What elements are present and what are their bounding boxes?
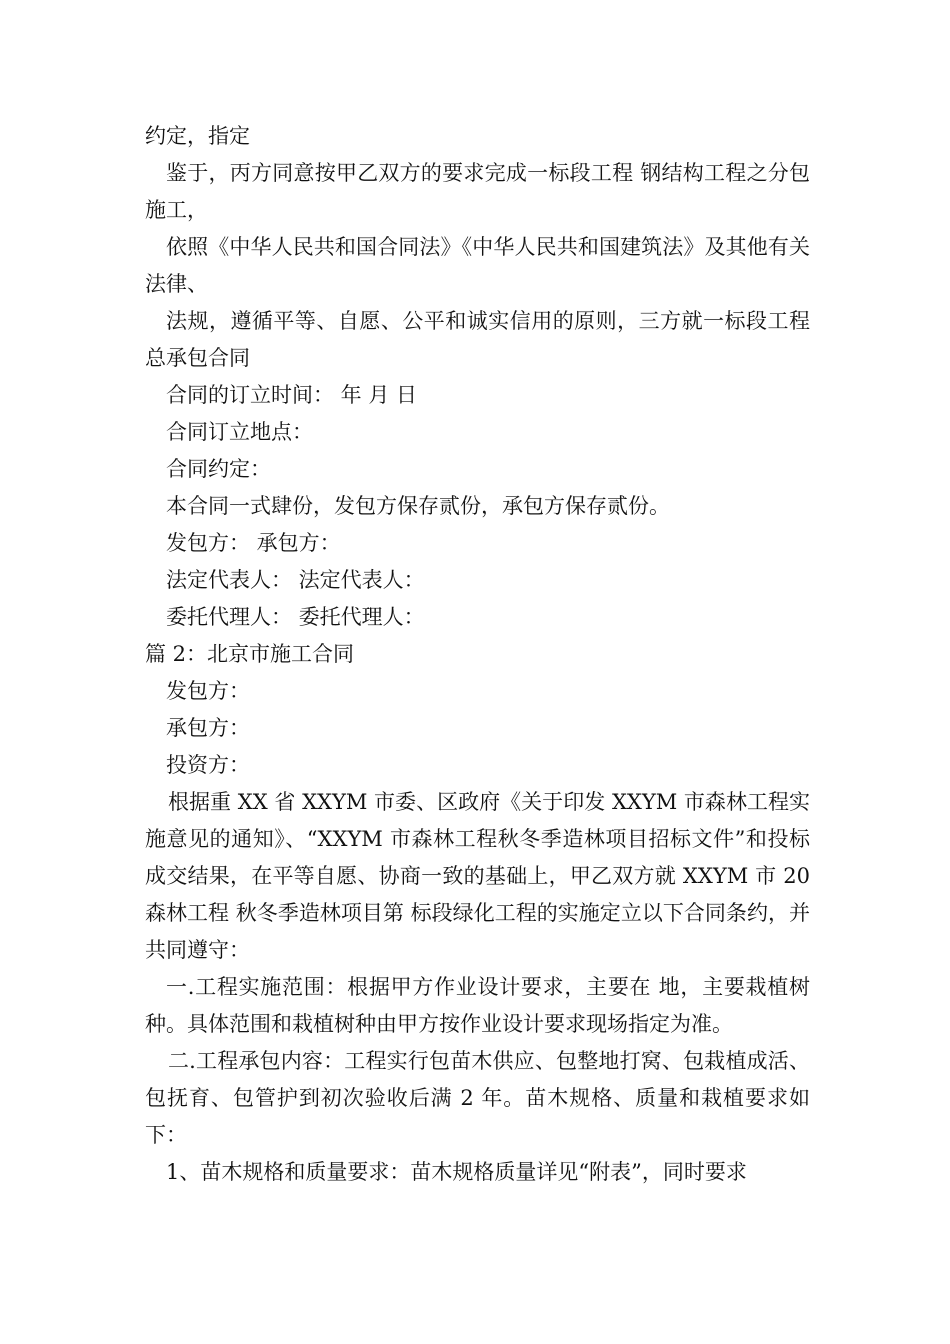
paragraph: 一.工程实施范围：根据甲方作业设计要求，主要在 地，主要栽植树种。具体范围和栽植树种由甲方按作业设计要求现场指定为准。 [145,975,810,1036]
paragraph: 承包方： [166,716,250,740]
paragraph: 合同订立地点： [166,420,313,444]
paragraph: 二.工程承包内容：工程实行包苗木供应、包整地打窝、包栽植成活、包抚育、包管护到初次验收后满 2 年。苗木规格、质量和栽植要求如下： [145,1049,810,1147]
paragraph: 合同约定： [166,457,271,481]
paragraph: 发包方： [166,679,250,703]
paragraph: 发包方： 承包方： [166,531,341,555]
document-body [145,118,810,1191]
paragraph: 约定，指定 [145,124,250,148]
paragraph: 投资方： [166,753,250,777]
paragraph: 法规，遵循平等、自愿、公平和诚实信用的原则，三方就一标段工程总承包合同 [145,309,810,370]
paragraph: 根据重 XX 省 XXYM 市委、区政府《关于印发 XXYM 市森林工程实施意见的通知》、“XXYM 市森林工程秋冬季造林项目招标文件”和投标成交结果，在平等自愿、协商一致的基础上，甲乙双方就 XXYM 市 20 森林工程 秋冬季造林项目第 标段绿化工程的实施定立以下合同条约，并共同遵守： [145,790,810,962]
paragraph: 1、苗木规格和质量要求：苗木规格质量详见“附表”，同时要求 [166,1160,747,1184]
paragraph: 法定代表人： 法定代表人： [166,568,425,592]
paragraph: 合同的订立时间： 年 月 日 [166,383,418,407]
paragraph: 鉴于，丙方同意按甲乙双方的要求完成一标段工程 钢结构工程之分包施工， [145,161,810,222]
paragraph: 依照《中华人民共和国合同法》《中华人民共和国建筑法》及其他有关法律、 [145,235,810,296]
section-heading: 篇 2：北京市施工合同 [145,642,355,666]
paragraph: 本合同一式肆份，发包方保存贰份，承包方保存贰份。 [166,494,670,518]
paragraph: 委托代理人： 委托代理人： [166,605,425,629]
